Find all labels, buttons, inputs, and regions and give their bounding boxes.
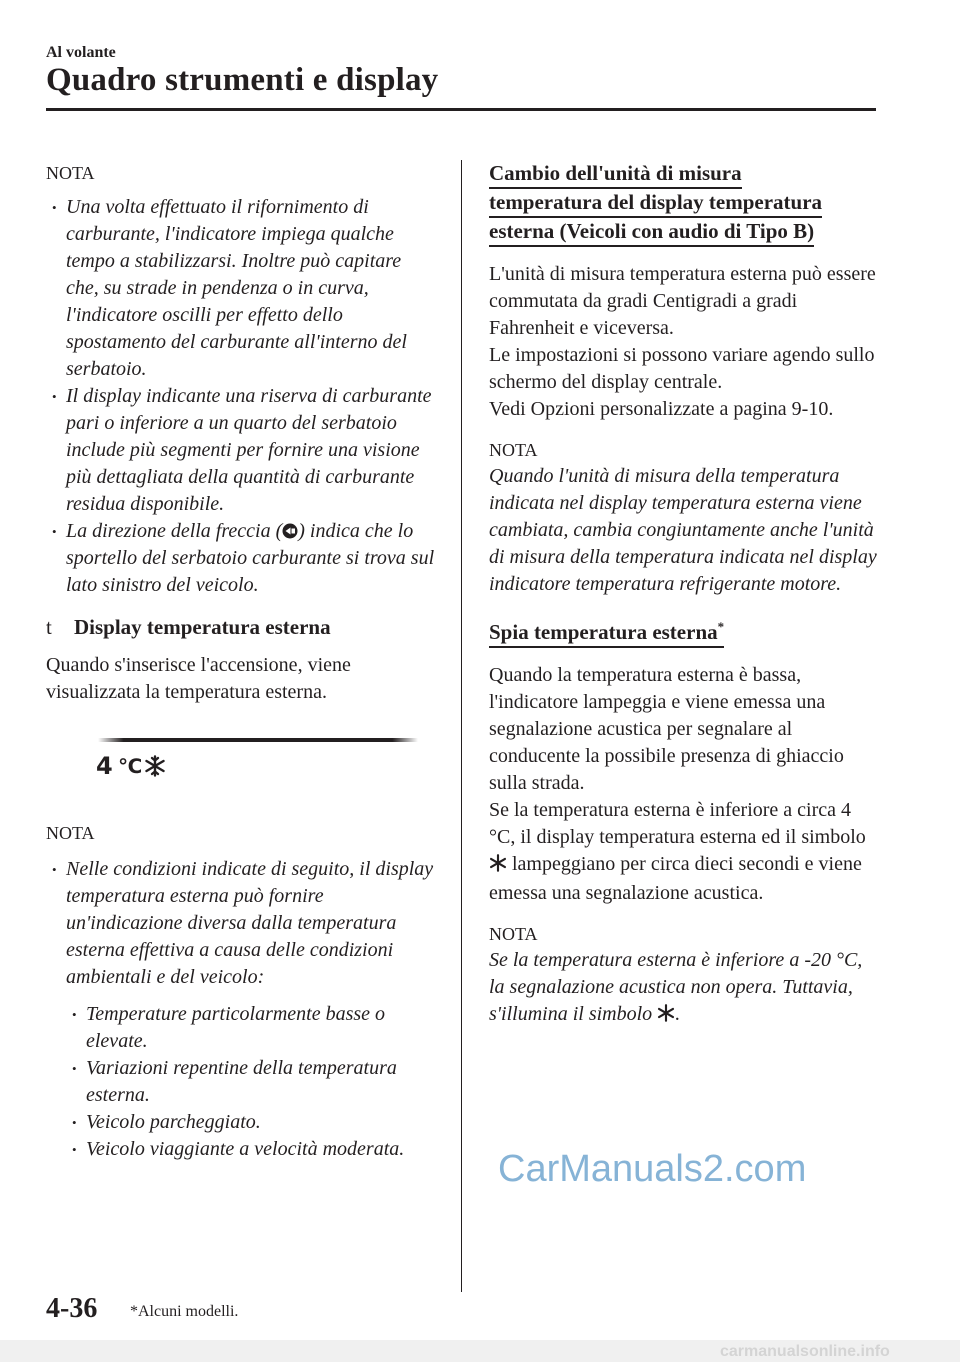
paragraph: Vedi Opzioni personalizzate a pagina 9-10. xyxy=(489,398,834,420)
warning-heading xyxy=(489,614,879,648)
nota-item-text-a: La direzione della freccia ( xyxy=(66,520,283,542)
snowflake-icon xyxy=(144,755,166,782)
display-bar xyxy=(98,738,418,742)
nota-text-b: . xyxy=(675,1003,681,1025)
paragraph: Le impostazioni si possono variare agendo sullo schermo del display centrale. xyxy=(489,344,875,393)
heading-line: temperatura del display temperatura xyxy=(489,189,822,218)
nota-label: NOTA xyxy=(46,163,95,183)
page-number: 4-36 xyxy=(46,1293,98,1324)
nota-label: NOTA xyxy=(489,440,538,460)
footnote-marker: * xyxy=(717,619,725,634)
nota-list xyxy=(46,194,436,599)
nota-subitem: • Veicolo viaggiante a velocità moderata. xyxy=(46,1136,436,1163)
watermark-logo: CarManuals2.com xyxy=(498,1148,807,1190)
temperature-display-illustration xyxy=(46,724,436,820)
title-rule xyxy=(46,108,876,111)
column-divider xyxy=(461,160,462,1292)
page-title: Quadro strumenti e display xyxy=(46,62,439,98)
nota-subitem: • Variazioni repentine della temperatura esterna. xyxy=(46,1055,436,1109)
heading-line xyxy=(489,614,724,648)
fuel-door-arrow-icon xyxy=(282,520,298,542)
snowflake-icon xyxy=(657,1003,675,1030)
subsection-heading xyxy=(46,615,436,640)
heading-text: Spia temperatura esterna xyxy=(489,620,718,644)
subsection-text: Quando s'inserisce l'accensione, viene visualizzata la temperatura esterna. xyxy=(46,654,351,703)
nota-text-a: Se la temperatura esterna è inferiore a -20 °C, la segnalazione acustica non opera. Tuttavia, s'illumina il simbolo xyxy=(489,949,863,1025)
nota-subitem: • Veicolo parcheggiato. xyxy=(46,1109,436,1136)
temperature-unit: ℃ xyxy=(118,754,143,778)
snowflake-icon xyxy=(489,853,507,880)
paragraph xyxy=(489,797,879,907)
left-column xyxy=(46,160,436,1163)
nota-list xyxy=(46,856,436,1163)
nota-text xyxy=(489,947,879,1030)
nota-subitem: • Temperature particolarmente basse o elevate. xyxy=(46,1001,436,1055)
nota-item-text-b: ) indica che lo sportello del serbatoio carburante si trova sul lato sinistro del veicolo. xyxy=(66,520,435,596)
paragraph: L'unità di misura temperatura esterna può essere commutata da gradi Centigradi a gradi Fahrenheit e viceversa. xyxy=(489,263,876,339)
unit-change-heading xyxy=(489,160,879,247)
nota-item: • Nelle condizioni indicate di seguito, il display temperatura esterna può fornire un'indicazione diversa dalla temperatura esterna effettiva a causa delle condizioni ambientali e del veicolo: xyxy=(46,856,436,991)
nota-item: • Una volta effettuato il rifornimento di carburante, l'indicatore impiega qualche tempo a stabilizzarsi. Inoltre può capitare che, su strade in pendenza o in curva, l'indicatore oscilli per effetto dello spostamento del carburante all'interno del serbatoio. xyxy=(46,194,436,383)
nota-item: • Il display indicante una riserva di carburante pari o inferiore a un quarto del serbatoio include più segmenti per fornire una visione più dettagliata della quantità di carburante residua disponibile. xyxy=(46,383,436,518)
paragraph-text-a: Se la temperatura esterna è inferiore a circa 4 °C, il display temperatura esterna ed il simbolo xyxy=(489,799,866,848)
heading-line: Cambio dell'unità di misura xyxy=(489,160,742,189)
right-column xyxy=(489,160,879,1030)
paragraph-text-b: lampeggiano per circa dieci secondi e viene emessa una segnalazione acustica. xyxy=(489,853,862,904)
nota-label: NOTA xyxy=(489,924,538,944)
heading-line: esterna (Veicoli con audio di Tipo B) xyxy=(489,218,814,247)
footnote: *Alcuni modelli. xyxy=(130,1303,239,1320)
watermark-text: carmanualsonline.info xyxy=(720,1343,890,1360)
temperature-value: 4 xyxy=(96,752,113,780)
paragraph: Quando la temperatura esterna è bassa, l'indicatore lampeggia e viene emessa una segnalazione acustica per segnalare al conducente la possibile presenza di ghiaccio sulla strada. xyxy=(489,664,844,794)
nota-label: NOTA xyxy=(46,823,95,843)
subsection-marker: t xyxy=(46,615,52,639)
subsection-title: Display temperatura esterna xyxy=(74,615,331,639)
section-label: Al volante xyxy=(46,44,116,61)
nota-item xyxy=(46,518,436,599)
nota-text: Quando l'unità di misura della temperatura indicata nel display temperatura esterna viene cambiata, cambia congiuntamente anche l'unità di misura della temperatura indicata nel display indicatore temperatura refrigerante motore. xyxy=(489,465,877,595)
nota-sublist xyxy=(46,1001,436,1163)
